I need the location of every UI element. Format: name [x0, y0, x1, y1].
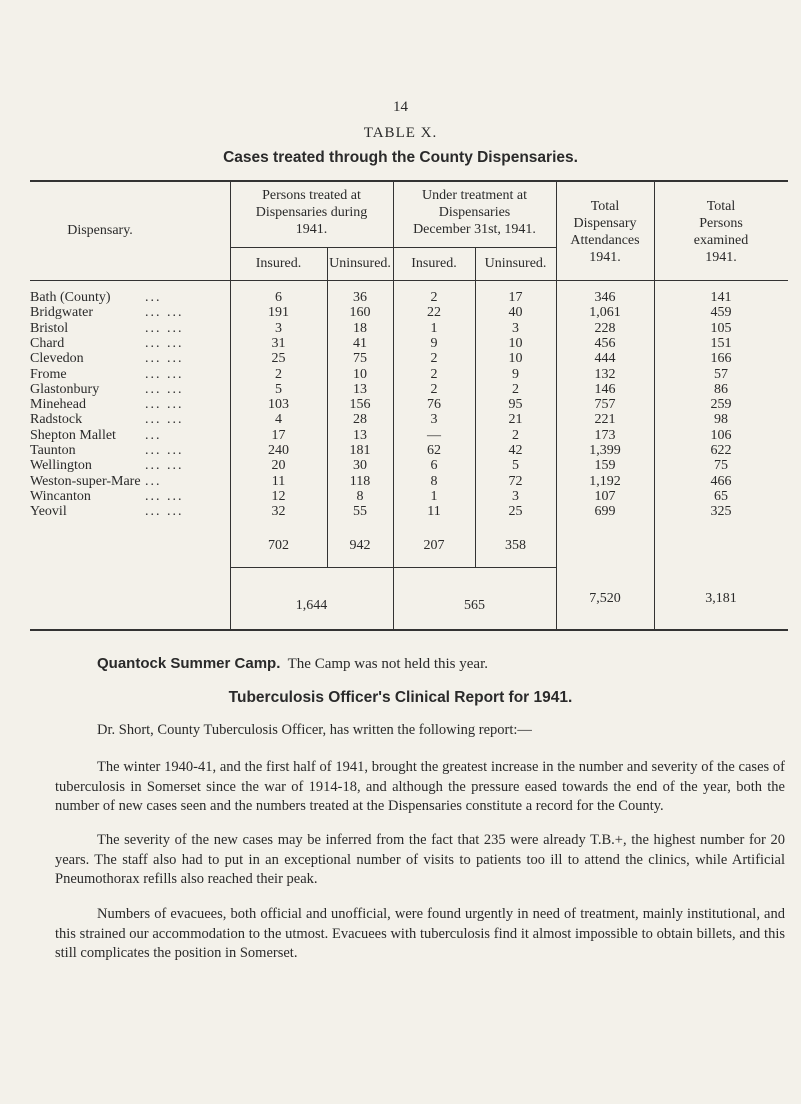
cell-attend: 173: [594, 427, 616, 443]
report-intro: Dr. Short, County Tuberculosis Officer, has written the following report:—: [97, 722, 532, 738]
row-dispensary-name: Wincanton ... ...: [30, 488, 184, 504]
cell-pt-unins: 13: [353, 427, 367, 443]
cell-ut-ins: 2: [430, 366, 438, 382]
row-dispensary-name: Weston-super-Mare ...: [30, 473, 162, 489]
total-ut-insured: 207: [423, 538, 445, 553]
cell-attend: 221: [594, 412, 616, 428]
cell-ut-ins: 3: [430, 412, 438, 428]
cell-ut-ins: 76: [427, 397, 441, 413]
cell-ut-unins: 10: [508, 335, 523, 351]
cell-pt-ins: 3: [275, 320, 282, 336]
cell-exam: 259: [710, 397, 732, 413]
cell-pt-ins: 2: [275, 366, 282, 382]
header-total-examined: Total Persons examined 1941.: [693, 199, 749, 265]
total-pt-insured: 702: [268, 538, 289, 553]
cell-pt-ins: 240: [268, 443, 289, 458]
cell-ut-unins: 17: [508, 290, 523, 305]
cell-ut-unins: 95: [508, 397, 523, 413]
cell-ut-ins: 2: [430, 351, 438, 367]
cell-pt-unins: 181: [349, 443, 371, 458]
cell-pt-ins: 31: [271, 335, 286, 351]
total-attendances: 7,520: [589, 591, 621, 606]
cell-exam: 65: [714, 488, 728, 504]
cell-ut-ins: 2: [430, 381, 438, 397]
header-total-attendances: Total Dispensary Attendances 1941.: [570, 199, 640, 265]
cell-ut-ins: —: [427, 427, 441, 443]
total-examined: 3,181: [705, 591, 737, 606]
header-dispensary: Dispensary.: [67, 223, 133, 238]
cell-ut-ins: 1: [430, 488, 438, 504]
cell-ut-unins: 10: [508, 351, 523, 367]
cell-ut-unins: 3: [512, 320, 519, 336]
cell-pt-unins: 36: [353, 290, 367, 305]
cell-attend: 1,061: [589, 305, 621, 321]
cell-attend: 346: [594, 290, 616, 305]
cell-pt-ins: 4: [275, 412, 282, 428]
report-title: Tuberculosis Officer's Clinical Report for 1941.: [228, 689, 573, 706]
cell-ut-ins: 6: [430, 458, 438, 474]
cell-ut-ins: 11: [427, 504, 441, 520]
cell-pt-unins: 28: [353, 412, 367, 428]
cell-pt-ins: 32: [271, 504, 286, 520]
cell-pt-ins: 11: [271, 473, 286, 489]
cell-ut-unins: 2: [512, 427, 519, 443]
row-dispensary-name: Glastonbury ... ...: [30, 381, 184, 397]
cell-ut-unins: 2: [512, 381, 519, 397]
row-dispensary-name: Minehead ... ...: [30, 397, 184, 413]
row-dispensary-name: Chard ... ...: [30, 335, 184, 351]
cell-attend: 699: [594, 504, 616, 520]
cell-exam: 106: [710, 427, 732, 443]
cell-attend: 146: [594, 381, 616, 397]
cell-attend: 444: [594, 351, 616, 367]
row-dispensary-name: Frome ... ...: [30, 366, 184, 382]
cell-exam: 622: [710, 443, 732, 458]
cell-pt-ins: 12: [271, 488, 286, 504]
cell-exam: 98: [714, 412, 728, 428]
header-persons-treated: Persons treated at Dispensaries during 1941.: [255, 188, 368, 237]
cell-pt-unins: 18: [353, 320, 367, 336]
report-paragraph-1: The winter 1940-41, and the first half of 1941, brought the greatest increase in the number and severity of the cases of tuberculosis in Somerset since the war of 1914-18, and although the pressure eased towards the end of the year, both the number of new cases seen and the numbers treated at the Dispensaries constitute a record for the County.: [55, 759, 785, 814]
cell-pt-ins: 191: [268, 305, 289, 321]
cell-pt-unins: 13: [353, 381, 367, 397]
cell-exam: 166: [710, 351, 732, 367]
camp-text: The Camp was not held this year.: [287, 656, 489, 672]
report-paragraph-3: Numbers of evacuees, both official and unofficial, were found urgently in need of treatment, mainly institutional, and this strained our accommodation to the utmost. Evacuees with tuberculosis find it almost impossible to obtain billets, and this still complicates the position in Somerset.: [55, 906, 785, 961]
cell-exam: 151: [710, 335, 732, 351]
cell-pt-unins: 10: [353, 366, 367, 382]
cell-pt-unins: 118: [349, 473, 371, 489]
cell-pt-ins: 6: [275, 290, 282, 305]
cell-pt-ins: 20: [271, 458, 286, 474]
cell-ut-ins: 22: [427, 305, 441, 321]
cell-ut-unins: 21: [508, 412, 523, 428]
table-title: TABLE X.: [363, 125, 438, 141]
cell-pt-ins: 5: [275, 381, 282, 397]
cell-pt-unins: 8: [356, 488, 364, 504]
cell-attend: 1,192: [589, 473, 621, 489]
cell-pt-ins: 103: [268, 397, 289, 413]
cell-exam: 105: [710, 320, 732, 336]
cell-ut-unins: 72: [508, 473, 523, 489]
cell-exam: 86: [714, 381, 728, 397]
cell-pt-unins: 75: [353, 351, 367, 367]
cell-pt-unins: 41: [353, 335, 367, 351]
cell-ut-unins: 42: [508, 443, 523, 458]
cell-attend: 159: [594, 458, 616, 474]
row-dispensary-name: Bristol ... ...: [30, 320, 184, 336]
cell-attend: 132: [594, 366, 616, 382]
row-dispensary-name: Taunton ... ...: [30, 443, 184, 458]
cell-pt-ins: 25: [271, 351, 286, 367]
cell-exam: 141: [710, 290, 732, 305]
cell-ut-unins: 3: [512, 488, 519, 504]
row-dispensary-name: Bath (County) ...: [30, 290, 162, 305]
cell-pt-ins: 17: [271, 427, 286, 443]
cell-exam: 57: [714, 366, 728, 382]
cell-attend: 1,399: [589, 443, 621, 458]
total-ut-combined: 565: [464, 598, 485, 613]
cell-pt-unins: 156: [349, 397, 371, 413]
header-bottom-rule: [30, 280, 788, 281]
cell-attend: 228: [594, 320, 616, 336]
header-insured: Insured.: [255, 256, 302, 271]
cell-exam: 75: [714, 458, 728, 474]
cell-ut-ins: 2: [430, 290, 438, 305]
cell-ut-unins: 9: [512, 366, 519, 382]
total-pt-uninsured: 942: [349, 538, 371, 553]
row-dispensary-name: Yeovil ... ...: [30, 504, 184, 520]
report-paragraph-2: The severity of the new cases may be inferred from the fact that 235 were already T.B.+, the highest number for 20 years. The staff also had to put in an exceptional number of visits to patients too ill to attend the clinics, while Artificial Pneumothorax refills also reached their peak.: [55, 832, 785, 887]
row-dispensary-name: Wellington ... ...: [30, 458, 184, 474]
cell-pt-unins: 160: [349, 305, 371, 321]
cell-exam: 325: [710, 504, 732, 520]
cell-ut-ins: 62: [427, 443, 441, 458]
cell-ut-ins: 1: [430, 320, 438, 336]
header-under-treatment: Under treatment at Dispensaries December 31st, 1941.: [413, 188, 536, 237]
cell-ut-unins: 40: [508, 305, 523, 321]
table-subtitle: Cases treated through the County Dispensaries.: [223, 149, 578, 166]
camp-heading: Quantock Summer Camp.: [97, 655, 281, 672]
cell-pt-unins: 55: [353, 504, 367, 520]
cell-attend: 107: [594, 488, 616, 504]
total-pt-combined: 1,644: [295, 598, 328, 613]
cell-ut-ins: 8: [430, 473, 438, 489]
row-dispensary-name: Clevedon ... ...: [30, 351, 184, 367]
row-dispensary-name: Bridgwater ... ...: [30, 305, 184, 321]
cell-ut-unins: 5: [512, 458, 519, 474]
cell-attend: 456: [594, 335, 616, 351]
table-bottom-rule: [30, 629, 788, 631]
table-top-rule: [30, 180, 788, 182]
cell-ut-ins: 9: [430, 335, 438, 351]
header-insured: Insured.: [411, 256, 457, 271]
total-ut-uninsured: 358: [505, 538, 526, 553]
camp-paragraph: [97, 655, 488, 673]
row-dispensary-name: Shepton Mallet ...: [30, 427, 162, 443]
page-number: 14: [393, 99, 408, 115]
cell-pt-unins: 30: [353, 458, 367, 474]
dispensary-table: [30, 180, 788, 632]
cell-exam: 466: [710, 473, 732, 489]
header-uninsured: Uninsured.: [329, 256, 391, 271]
cell-attend: 757: [594, 397, 616, 413]
row-dispensary-name: Radstock ... ...: [30, 412, 184, 428]
cell-ut-unins: 25: [508, 504, 523, 520]
header-uninsured: Uninsured.: [484, 256, 547, 271]
cell-exam: 459: [710, 305, 732, 321]
